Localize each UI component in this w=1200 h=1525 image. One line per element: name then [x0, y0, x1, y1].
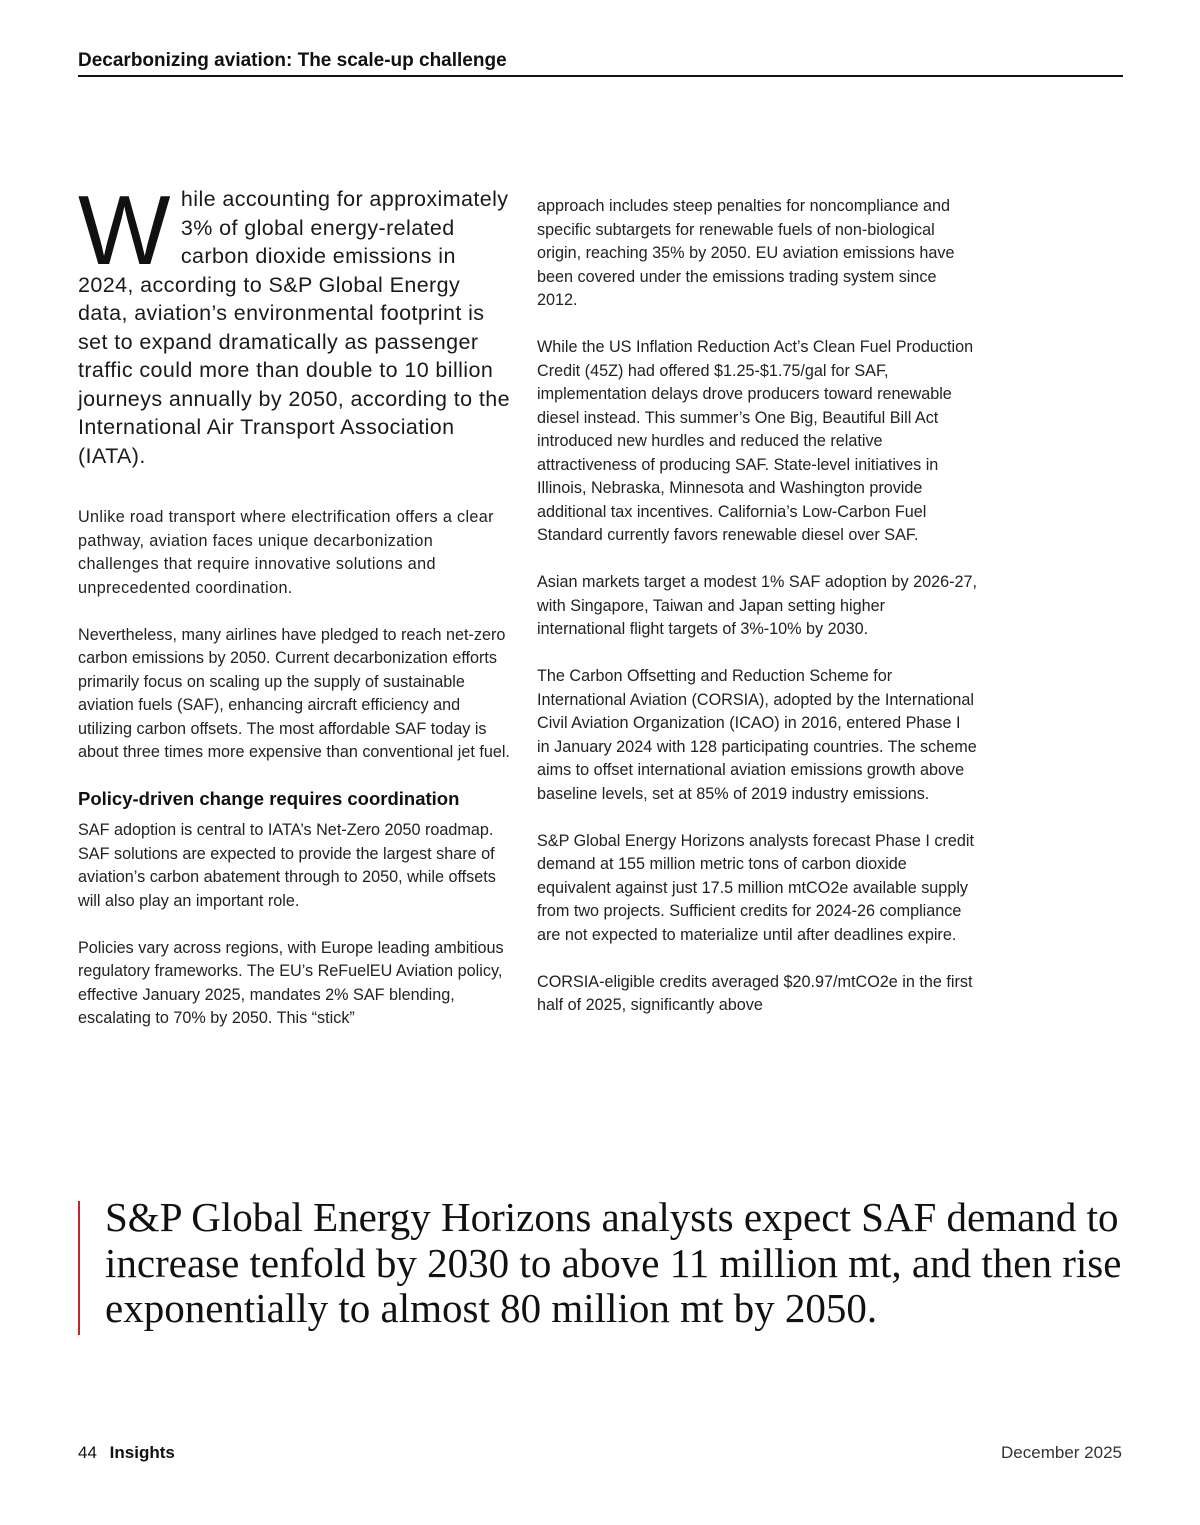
section-subheading: Policy-driven change requires coordination — [78, 788, 460, 809]
body-paragraph: SAF adoption is central to IATA’s Net-Zero 2050 roadmap. SAF solutions are expected to provide the largest share of aviation’s carbon abatement through to 2050, while offsets will also play an important role. — [78, 821, 496, 910]
body-paragraph: S&P Global Energy Horizons analysts forecast Phase I credit demand at 155 million metric tons of carbon dioxide equivalent against just 17.5 million mtCO2e available supply from two projects. Sufficient credits for 2024-26 compliance are not expected to materialize until after deadlines expire. — [537, 831, 974, 944]
pull-quote-text: S&P Global Energy Horizons analysts expect SAF demand to increase tenfold by 2030 to above 11 million mt, and then rise exponentially to almost 80 million mt by 2050. — [105, 1194, 1122, 1331]
lead-text: hile accounting for approximately 3% of global energy-related carbon dioxide emissions in 2024, according to S&P Global Energy data, aviation’s environmental footprint is set to expand dramatically as passenger traffic could more than double to 10 billion journeys annually by 2050, according to the International Air Transport Association (IATA). — [78, 187, 510, 468]
publication-date: December 2025 — [1001, 1443, 1122, 1462]
lead-paragraph — [78, 175, 510, 470]
drop-cap: W — [78, 175, 171, 285]
body-paragraph: Policies vary across regions, with Europe leading ambitious regulatory frameworks. The EU’s ReFuelEU Aviation policy, effective January 2025, mandates 2% SAF blending, escalating to 70% by 2050. This “stick” — [78, 938, 504, 1027]
right-column — [537, 195, 977, 1041]
header-rule — [78, 75, 1123, 77]
body-paragraph: The Carbon Offsetting and Reduction Scheme for International Aviation (CORSIA), adopted by the International Civil Aviation Organization (ICAO) in 2016, entered Phase I in January 2024 with 128 participating countries. The scheme aims to offset international aviation emissions growth above baseline levels, set at 85% of 2019 industry emissions. — [537, 667, 977, 803]
page-number: 44 — [78, 1443, 97, 1462]
body-paragraph: Unlike road transport where electrification offers a clear pathway, aviation faces unique decarbonization challenges that require innovative solutions and unprecedented coordination. — [78, 508, 494, 597]
body-paragraph: While the US Inflation Reduction Act’s Clean Fuel Production Credit (45Z) had offered $1.25-$1.75/gal for SAF, implementation delays drove producers toward renewable diesel instead. This summer’s One Big, Beautiful Bill Act introduced new hurdles and reduced the relative attractiveness of producing SAF. State-level initiatives in Illinois, Nebraska, Minnesota and Washington provide additional tax incentives. California’s Low-Carbon Fuel Standard currently favors renewable diesel over SAF. — [537, 338, 974, 544]
body-paragraph: approach includes steep penalties for noncompliance and specific subtargets for renewable fuels of non-biological origin, reaching 35% by 2050. EU aviation emissions have been covered under the emissions trading system since 2012. — [537, 197, 955, 309]
section-label: Insights — [109, 1443, 175, 1462]
footer-page-label — [78, 1443, 175, 1463]
pull-quote-accent-bar — [78, 1201, 80, 1335]
body-paragraph: Nevertheless, many airlines have pledged to reach net-zero carbon emissions by 2050. Current decarbonization efforts primarily focus on scaling up the supply of sustainable aviation fuels (SAF), enhancing aircraft efficiency and utilizing carbon offsets. The most affordable SAF today is about three times more expensive than conventional jet fuel. — [78, 625, 510, 761]
running-header: Decarbonizing aviation: The scale-up challenge — [78, 50, 507, 71]
body-paragraph: CORSIA-eligible credits averaged $20.97/mtCO2e in the first half of 2025, significantly above — [537, 972, 973, 1014]
left-column — [78, 175, 510, 1054]
body-paragraph: Asian markets target a modest 1% SAF adoption by 2026-27, with Singapore, Taiwan and Japan setting higher international flight targets of 3%-10% by 2030. — [537, 573, 978, 638]
